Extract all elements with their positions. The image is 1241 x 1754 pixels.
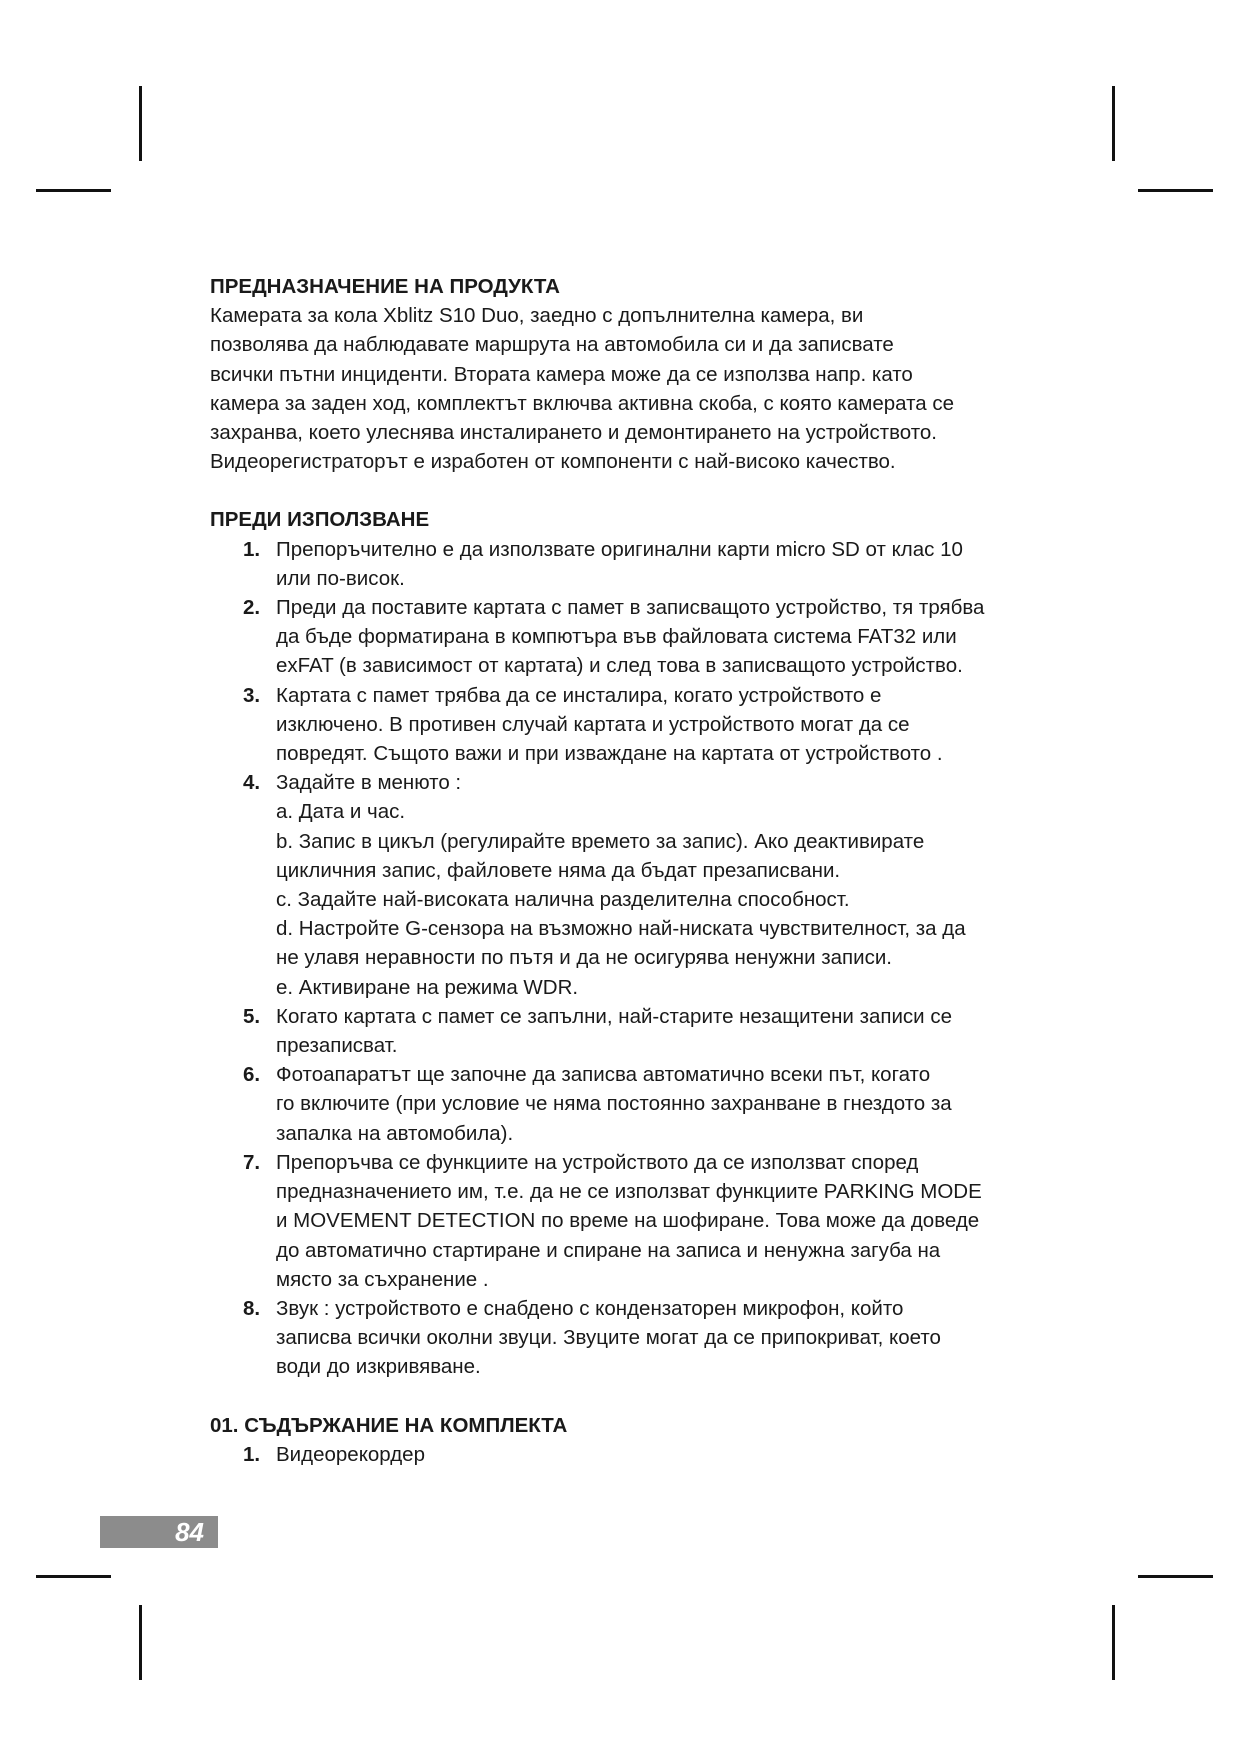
- list-item-line: презаписват.: [276, 1034, 398, 1058]
- list-item: [210, 1060, 1050, 1148]
- list-item-line: Видеорекордер: [276, 1442, 425, 1466]
- section-purpose: [210, 272, 1050, 476]
- list-item-number: 7.: [243, 1150, 261, 1174]
- paragraph-line: Камерата за кола Xblitz S10 Duo, заедно с допълнителна камера, ви: [210, 304, 864, 328]
- list-item-line: exFAT (в зависимост от картата) и след това в записващото устройство.: [276, 654, 963, 678]
- crop-mark-top-right-horizontal: [1138, 189, 1213, 192]
- sub-item-line: цикличния запис, файловете няма да бъдат презаписвани.: [276, 858, 841, 882]
- crop-mark-top-left-vertical: [139, 86, 142, 161]
- list-item-number: 4.: [243, 771, 261, 795]
- list-item-number: 5.: [243, 1004, 261, 1028]
- list-item-line: предназначението им, т.е. да не се използват функциите PARKING MODE: [276, 1180, 982, 1204]
- list-item-number: 2.: [243, 596, 261, 620]
- crop-mark-bottom-right-horizontal: [1138, 1575, 1213, 1578]
- list-item: [210, 681, 1050, 769]
- sub-list: [276, 797, 1050, 1001]
- list-item: [210, 593, 1050, 681]
- list-item-line: запалка на автомобила).: [276, 1121, 514, 1145]
- sub-item-line: e. Активиране на режима WDR.: [276, 975, 579, 999]
- list-item: [210, 1294, 1050, 1382]
- sub-item-line: b. Запис в цикъл (регулирайте времето за запис). Ако деактивирате: [276, 829, 925, 853]
- list-item-line: Преди да поставите картата с памет в записващото устройство, тя трябва: [276, 596, 985, 620]
- sub-item-line: c. Задайте най-високата налична разделителна способност.: [276, 888, 850, 912]
- page-number-bar: [100, 1516, 218, 1548]
- sub-item-line: d. Настройте G-сензора на възможно най-ниската чувствителност, за да: [276, 917, 966, 941]
- list-item-line: записва всички околни звуци. Звуците могат да се припокриват, което: [276, 1326, 941, 1350]
- list-item-line: го включите (при условие че няма постоянно захранване в гнездото за: [276, 1092, 952, 1116]
- paragraph-line: Видеорегистраторът е изработен от компоненти с най-високо качество.: [210, 450, 896, 474]
- list-item-line: Фотоапаратът ще започне да записва автоматично всеки път, когато: [276, 1063, 931, 1087]
- list-item-number: 1.: [243, 1442, 261, 1466]
- crop-mark-bottom-left-vertical: [139, 1605, 142, 1680]
- sub-list-item: [276, 885, 1050, 914]
- list-item-number: 1.: [243, 537, 261, 561]
- sub-list-item: [276, 827, 1050, 885]
- list-item-line: да бъде форматирана в компютъра във файловата система FAT32 или: [276, 625, 957, 649]
- list-item-line: Звук : устройството е снабдено с кондензаторен микрофон, който: [276, 1296, 904, 1320]
- list-item-number: 8.: [243, 1296, 261, 1320]
- section-heading-contents: 01. СЪДЪРЖАНИЕ НА КОМПЛЕКТА: [210, 1413, 568, 1437]
- list-item-line: изключено. В противен случай картата и устройството могат да се: [276, 712, 910, 736]
- list-item-line: или по-висок.: [276, 566, 405, 590]
- list-item: [210, 535, 1050, 593]
- paragraph-line: камера за заден ход, комплектът включва активна скоба, с която камерата се: [210, 391, 955, 415]
- paragraph-line: позволява да наблюдавате маршрута на автомобила си и да записвате: [210, 333, 894, 357]
- list-item-line: Задайте в менюто :: [276, 771, 462, 795]
- section-contents: [210, 1411, 1050, 1469]
- list-item: [210, 1148, 1050, 1294]
- sub-list-item: [276, 914, 1050, 972]
- list-item-line: и MOVEMENT DETECTION по време на шофиране. Това може да доведе: [276, 1209, 980, 1233]
- before-use-list: [210, 535, 1050, 1382]
- list-item-line: място за съхранение .: [276, 1267, 489, 1291]
- sub-list-item: [276, 797, 1050, 826]
- crop-mark-bottom-right-vertical: [1112, 1605, 1115, 1680]
- sub-list-item: [276, 973, 1050, 1002]
- page-content: [210, 272, 1050, 1469]
- list-item: [210, 768, 1050, 1002]
- list-item-number: 6.: [243, 1063, 261, 1087]
- section-heading-purpose: ПРЕДНАЗНАЧЕНИЕ НА ПРОДУКТА: [210, 275, 560, 298]
- list-item-line: до автоматично стартиране и спиране на записа и ненужна загуба на: [276, 1238, 941, 1262]
- page-number: 84: [175, 1517, 204, 1547]
- contents-list: [210, 1440, 1050, 1469]
- crop-mark-bottom-left-horizontal: [36, 1575, 111, 1578]
- crop-mark-top-left-horizontal: [36, 189, 111, 192]
- paragraph-line: захранва, което улеснява инсталирането и демонтирането на устройството.: [210, 421, 937, 445]
- crop-mark-top-right-vertical: [1112, 86, 1115, 161]
- purpose-paragraph: [210, 301, 1050, 476]
- sub-item-line: a. Дата и час.: [276, 800, 406, 824]
- list-item: [210, 1440, 1050, 1469]
- list-item-line: Картата с памет трябва да се инсталира, когато устройството е: [276, 683, 882, 707]
- list-item-line: води до изкривяване.: [276, 1355, 481, 1379]
- list-item-line: Препоръчва се функциите на устройството да се използват според: [276, 1150, 919, 1174]
- list-item-line: повредят. Същото важи и при изваждане на картата от устройството .: [276, 742, 943, 766]
- list-item-number: 3.: [243, 683, 261, 707]
- list-item-line: Препоръчително е да използвате оригинални карти micro SD от клас 10: [276, 537, 963, 561]
- section-heading-before-use: ПРЕДИ ИЗПОЛЗВАНЕ: [210, 508, 430, 532]
- section-before-use: [210, 505, 1050, 1381]
- list-item-line: Когато картата с памет се запълни, най-старите незащитени записи се: [276, 1004, 952, 1028]
- sub-item-line: не улавя неравности по пътя и да не осигурява ненужни записи.: [276, 946, 892, 970]
- list-item: [210, 1002, 1050, 1060]
- paragraph-line: всички пътни инциденти. Втората камера може да се използва напр. като: [210, 362, 913, 386]
